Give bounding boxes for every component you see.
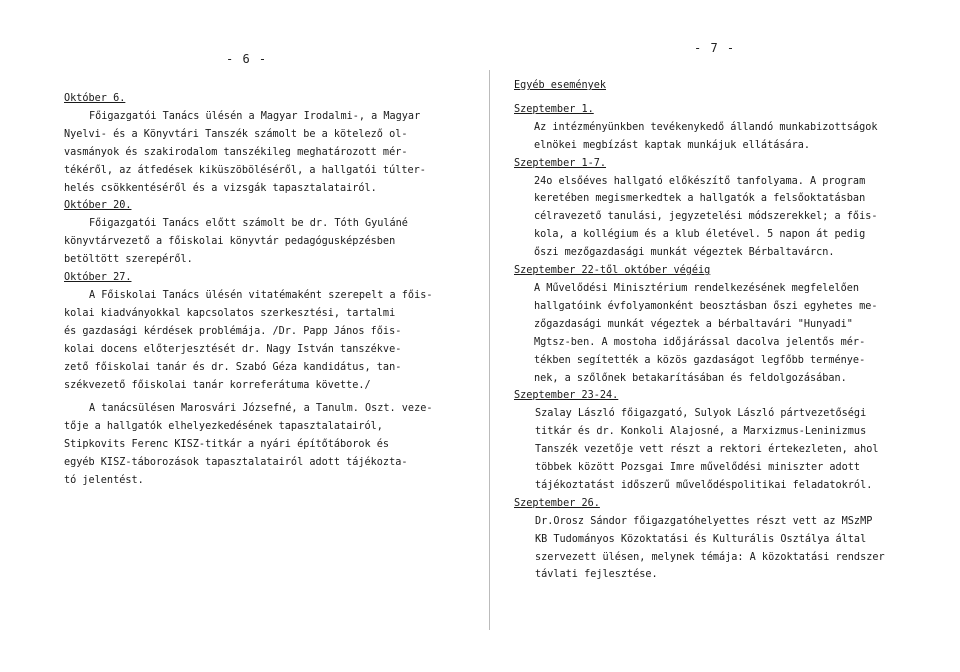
text-line: Szalay László főigazgató, Sulyok László pártvezetőségi bbox=[535, 408, 867, 420]
text-line: Mgtsz-ben. A mostoha időjárással dacolva jelentős mér- bbox=[534, 336, 866, 348]
text-line: vasmányok és szakirodalom tanszékileg meghatározott mér- bbox=[64, 146, 408, 158]
text-line: székvezető főiskolai tanár korreferátuma követte./ bbox=[64, 379, 371, 391]
text-line: Az intézményünkben tevékenykedő állandó munkabizottságok bbox=[534, 121, 878, 133]
text-line: keretében megismerkedtek a hallgatók a felsőoktatásban bbox=[534, 193, 866, 205]
text-line: egyéb KISZ-táborozások tapasztalatairól adott tájékozta- bbox=[64, 457, 408, 469]
right-page-content bbox=[514, 77, 885, 584]
section-heading: Október 6. bbox=[64, 93, 126, 104]
page-title: Egyéb események bbox=[514, 80, 607, 91]
section-heading: Október 20. bbox=[64, 200, 132, 212]
text-line: zető főiskolai tanár és dr. Szabó Géza kandidátus, tan- bbox=[64, 361, 402, 373]
text-line: Stipkovits Ferenc KISZ-titkár a nyári építőtáborok és bbox=[64, 439, 390, 451]
text-line: nek, a szőlőnek betakarításában és feldolgozásában. bbox=[534, 372, 847, 384]
page-number-right: - 7 - bbox=[694, 41, 736, 55]
section-heading: Szeptember 1-7. bbox=[514, 157, 607, 169]
text-line: kolai kiadványokkal kapcsolatos szerkesztési, tartalmi bbox=[64, 307, 396, 319]
text-line: őszi mezőgazdasági munkát végeztek Bérbaltavárcn. bbox=[534, 247, 835, 259]
section-heading: Október 27. bbox=[64, 272, 132, 284]
text-line: szervezett ülésen, melynek témája: A közoktatási rendszer bbox=[535, 551, 885, 563]
right-page bbox=[496, 0, 960, 672]
text-line: Dr.Orosz Sándor főigazgatóhelyettes részt vett az MSzMP bbox=[535, 515, 873, 527]
text-line: kola, a kollégium és a klub életével. 5 napon át pedig bbox=[534, 229, 866, 241]
text-line: zőgazdasági munkát végeztek a bérbaltavári "Hunyadi" bbox=[534, 318, 853, 330]
text-line: KB Tudományos Közoktatási és Kulturális Osztálya által bbox=[535, 533, 867, 545]
text-line: Tanszék vezetője vett részt a rektori értekezleten, ahol bbox=[535, 444, 879, 456]
text-line: elnökei megbízást kaptak munkájuk ellátására. bbox=[534, 139, 811, 151]
left-page-content bbox=[64, 90, 432, 490]
text-line: célravezető tanulási, jegyzetelési módszerekkel; a főis- bbox=[534, 211, 878, 223]
text-line: A Főiskolai Tanács ülésén vitatémaként szerepelt a főis- bbox=[89, 289, 433, 301]
text-line: hallgatóink évfolyamonként beosztásban őszi egyhetes me- bbox=[534, 300, 878, 312]
text-line: tó jelentést. bbox=[64, 475, 144, 487]
page-number-left: - 6 - bbox=[226, 52, 268, 66]
section-heading: Szeptember 26. bbox=[514, 497, 600, 509]
text-line: Nyelvi- és a Könyvtári Tanszék számolt be a kötelező ol- bbox=[64, 128, 408, 140]
text-line: titkár és dr. Konkoli Alajosné, a Marxizmus-Leninizmus bbox=[535, 426, 867, 438]
text-line: Főigazgatói Tanács előtt számolt be dr. Tóth Gyuláné bbox=[89, 218, 408, 230]
text-line: betöltött szerepéről. bbox=[64, 254, 193, 266]
text-line: tékben segítették a közös gazdaságot legfőbb terménye- bbox=[534, 354, 866, 366]
section-heading: Szeptember 1. bbox=[514, 103, 594, 115]
text-line: többek között Pozsgai Imre művelődési miniszter adott bbox=[535, 462, 861, 474]
text-line: A Művelődési Minisztérium rendelkezésének megfelelően bbox=[534, 282, 860, 294]
section-heading: Szeptember 22-től október végéig bbox=[514, 265, 711, 277]
text-line: és gazdasági kérdések problémája. /Dr. Papp János főis- bbox=[64, 325, 402, 337]
text-line: könyvtárvezető a főiskolai könyvtár pedagógusképzésben bbox=[64, 236, 396, 248]
text-line: Főigazgatói Tanács ülésén a Magyar Irodalmi-, a Magyar bbox=[89, 110, 421, 122]
text-line: 24o elsőéves hallgató előkészítő tanfolyama. A program bbox=[534, 175, 866, 187]
text-line: A tanácsülésen Marosvári Józsefné, a Tanulm. Oszt. veze- bbox=[89, 403, 433, 415]
page-gutter bbox=[489, 70, 490, 630]
text-line: helés csökkentéséről és a vizsgák tapasztalatairól. bbox=[64, 182, 377, 194]
text-line: tájékoztatást időszerű művelődéspolitikai feladatokról. bbox=[535, 479, 873, 491]
text-line: távlati fejlesztése. bbox=[535, 569, 658, 581]
text-line: tője a hallgatók elhelyezkedésének tapasztalatairól, bbox=[64, 421, 383, 433]
text-line: tékéről, az átfedések kiküszöböléséről, a hallgatói túlter- bbox=[64, 164, 426, 176]
text-line: kolai docens előterjesztését dr. Nagy István tanszékve- bbox=[64, 343, 402, 355]
section-heading: Szeptember 23-24. bbox=[514, 390, 619, 402]
